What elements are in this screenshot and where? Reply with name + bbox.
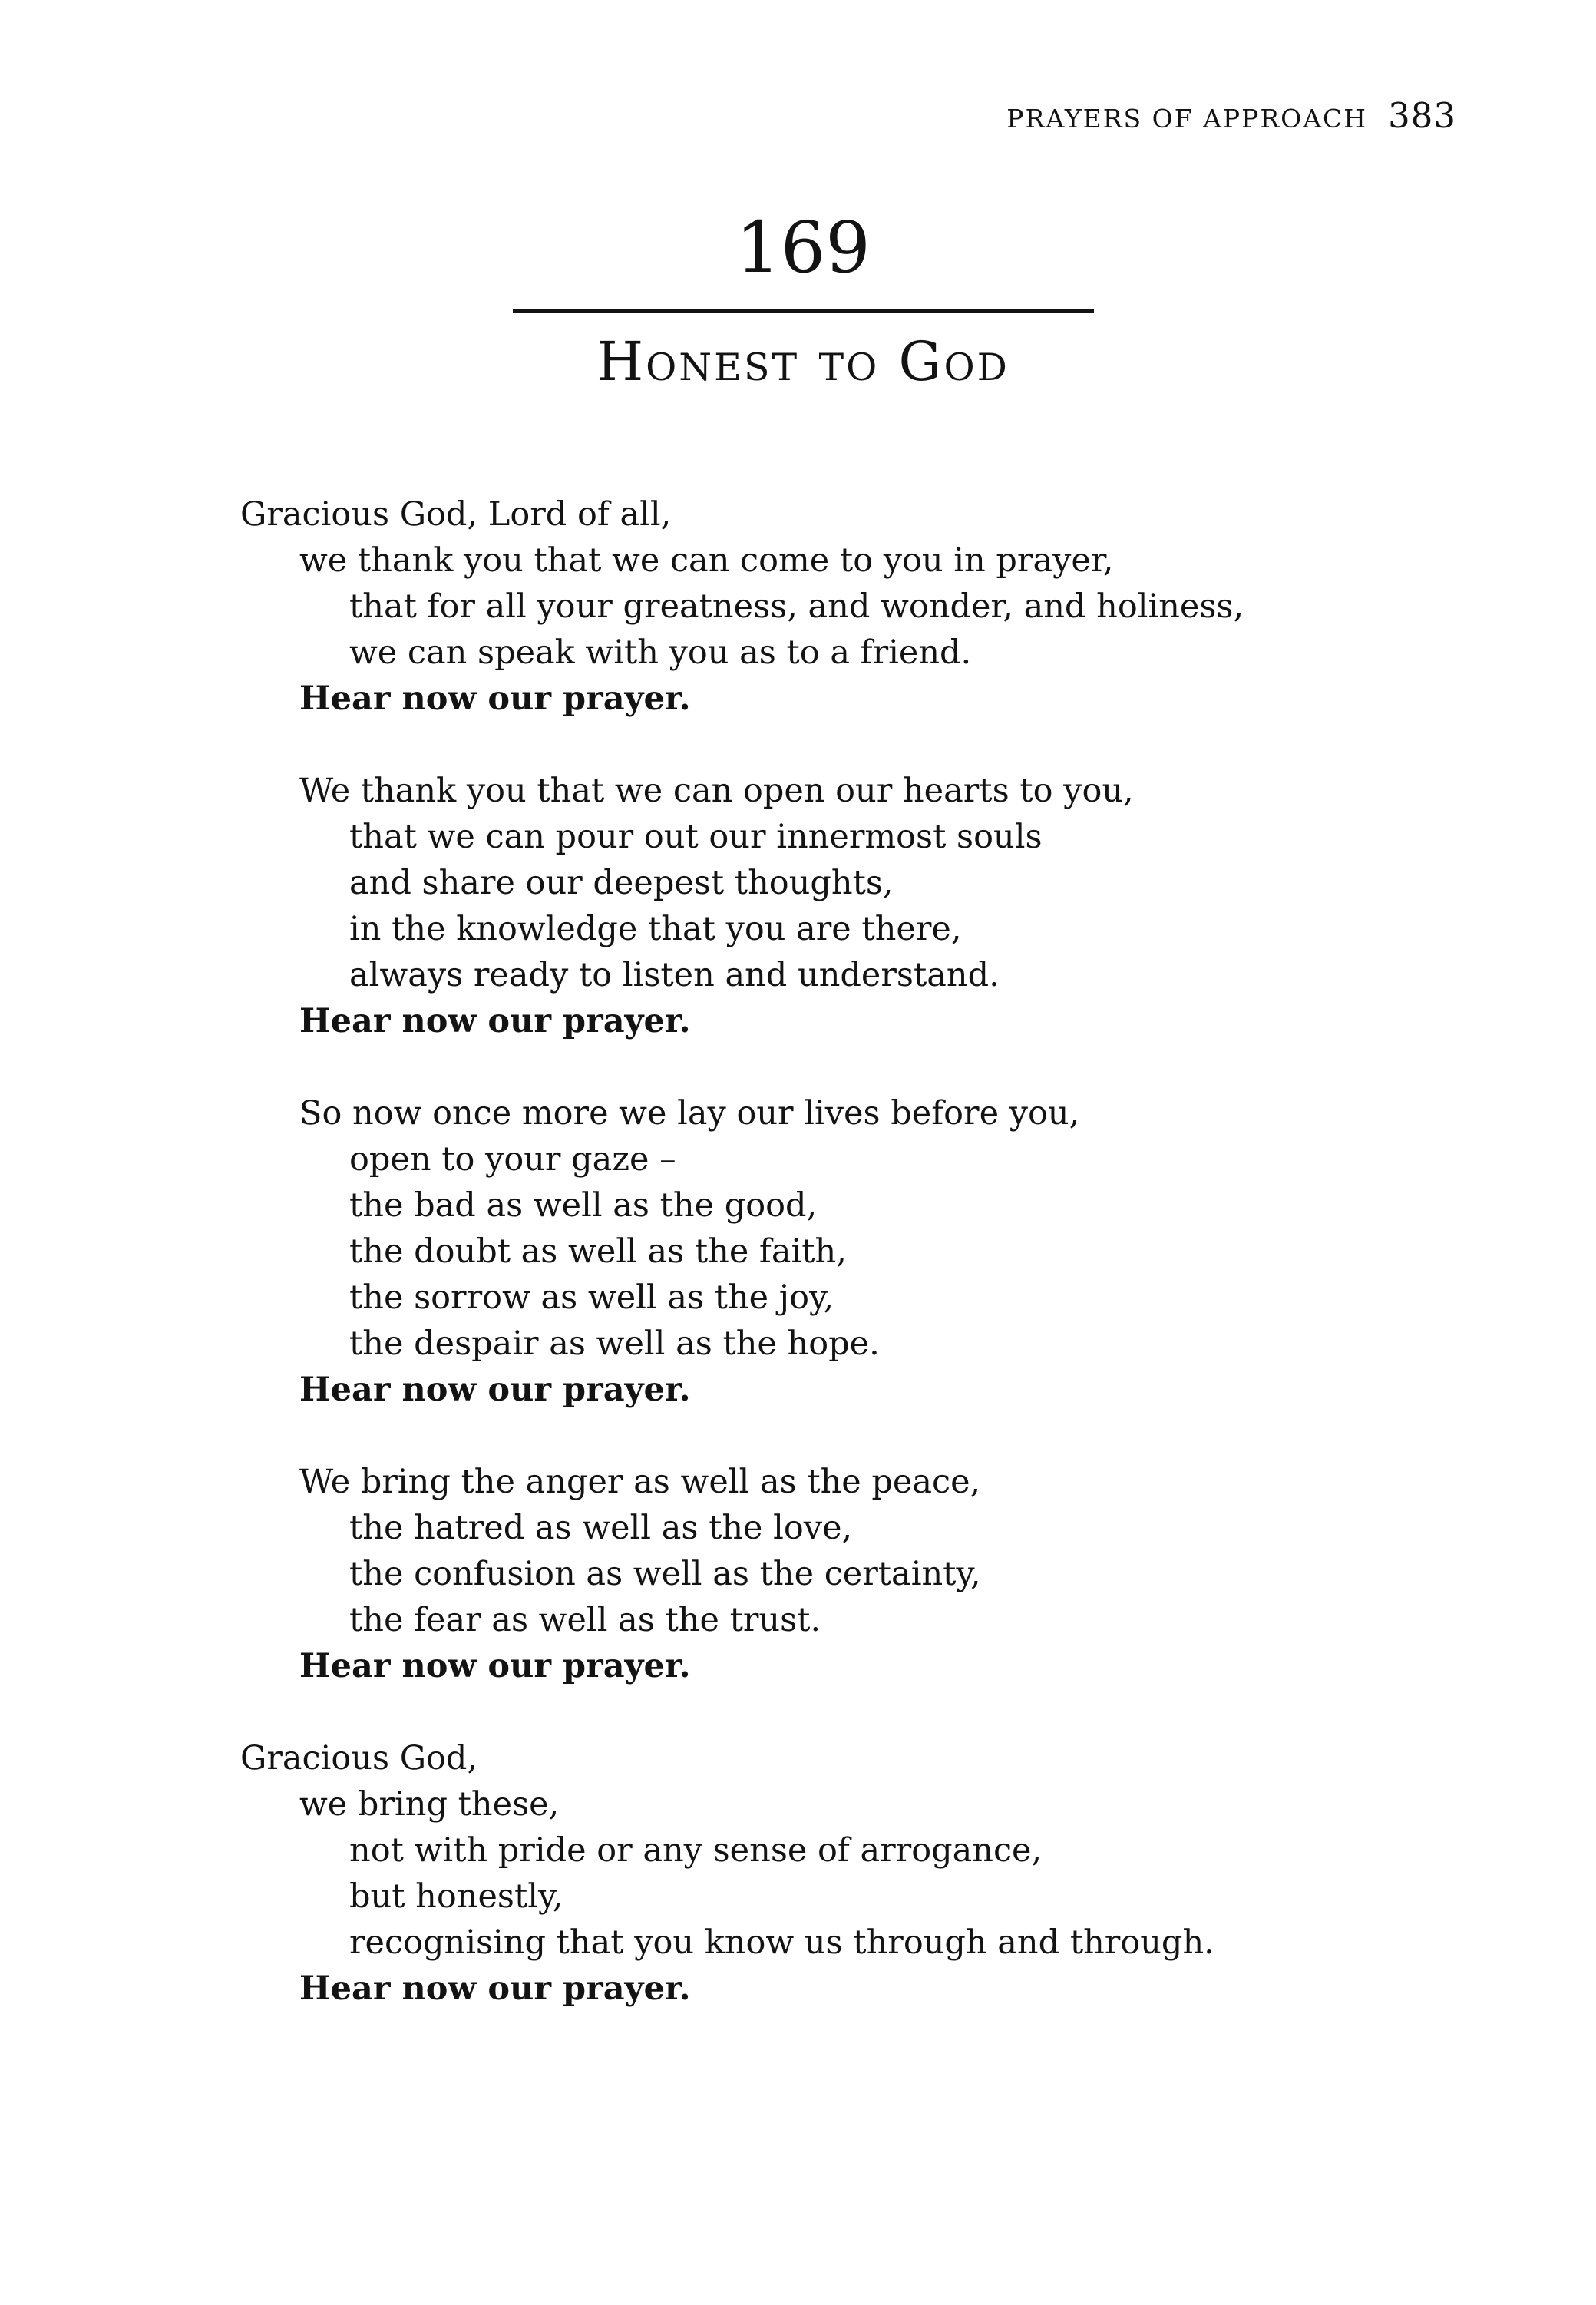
prayer-line: So now once more we lay our lives before you, (299, 1094, 1080, 1133)
prayer-line: the despair as well as the hope. (349, 1324, 880, 1363)
running-header-section: PRAYERS OF APPROACH (1006, 104, 1368, 134)
prayer-line: We bring the anger as well as the peace, (299, 1463, 981, 1501)
prayer-line: the bad as well as the good, (349, 1186, 818, 1225)
prayer-line: We thank you that we can open our hearts to you, (299, 772, 1134, 810)
prayer-line: open to your gaze – (349, 1140, 676, 1179)
prayer-line: in the knowledge that you are there, (349, 910, 962, 948)
prayer-line: recognising that you know us through and through. (349, 1923, 1214, 1962)
response-line: Hear now our prayer. (299, 1371, 691, 1409)
prayer-line: the fear as well as the trust. (349, 1601, 821, 1639)
stanza-5 (240, 1735, 1438, 2012)
prayer-line: we thank you that we can come to you in prayer, (299, 541, 1114, 580)
title-rule (513, 309, 1094, 313)
prayer-line: the doubt as well as the faith, (349, 1232, 847, 1271)
prayer-line: Gracious God, Lord of all, (240, 495, 672, 534)
prayer-line: always ready to listen and understand. (349, 956, 1000, 994)
prayer-line: that for all your greatness, and wonder, and holiness, (349, 587, 1244, 626)
prayer-line: and share our deepest thoughts, (349, 864, 894, 902)
prayer-line: but honestly, (349, 1877, 563, 1916)
prayer-body (240, 491, 1438, 2058)
stanza-3 (240, 1090, 1438, 1413)
prayer-line: the sorrow as well as the joy, (349, 1278, 834, 1317)
prayer-line: not with pride or any sense of arrogance, (349, 1831, 1043, 1870)
prayer-line: the confusion as well as the certainty, (349, 1555, 981, 1593)
prayer-line: we can speak with you as to a friend. (349, 633, 972, 672)
prayer-number: 169 (735, 207, 871, 289)
prayer-line: that we can pour out our innermost souls (349, 818, 1043, 856)
prayer-line: Gracious God, (240, 1739, 478, 1778)
page-title: Honest to God (596, 330, 1009, 393)
response-line: Hear now our prayer. (299, 1647, 691, 1685)
prayer-line: we bring these, (299, 1785, 560, 1824)
response-line: Hear now our prayer. (299, 1002, 691, 1040)
stanza-1 (240, 491, 1438, 722)
response-line: Hear now our prayer. (299, 1969, 691, 2008)
response-line: Hear now our prayer. (299, 680, 691, 718)
page-number: 383 (1388, 95, 1456, 136)
prayer-line: the hatred as well as the love, (349, 1509, 853, 1547)
title-block (246, 207, 1360, 393)
stanza-2 (240, 768, 1438, 1044)
running-header (1006, 95, 1456, 136)
stanza-4 (240, 1459, 1438, 1689)
